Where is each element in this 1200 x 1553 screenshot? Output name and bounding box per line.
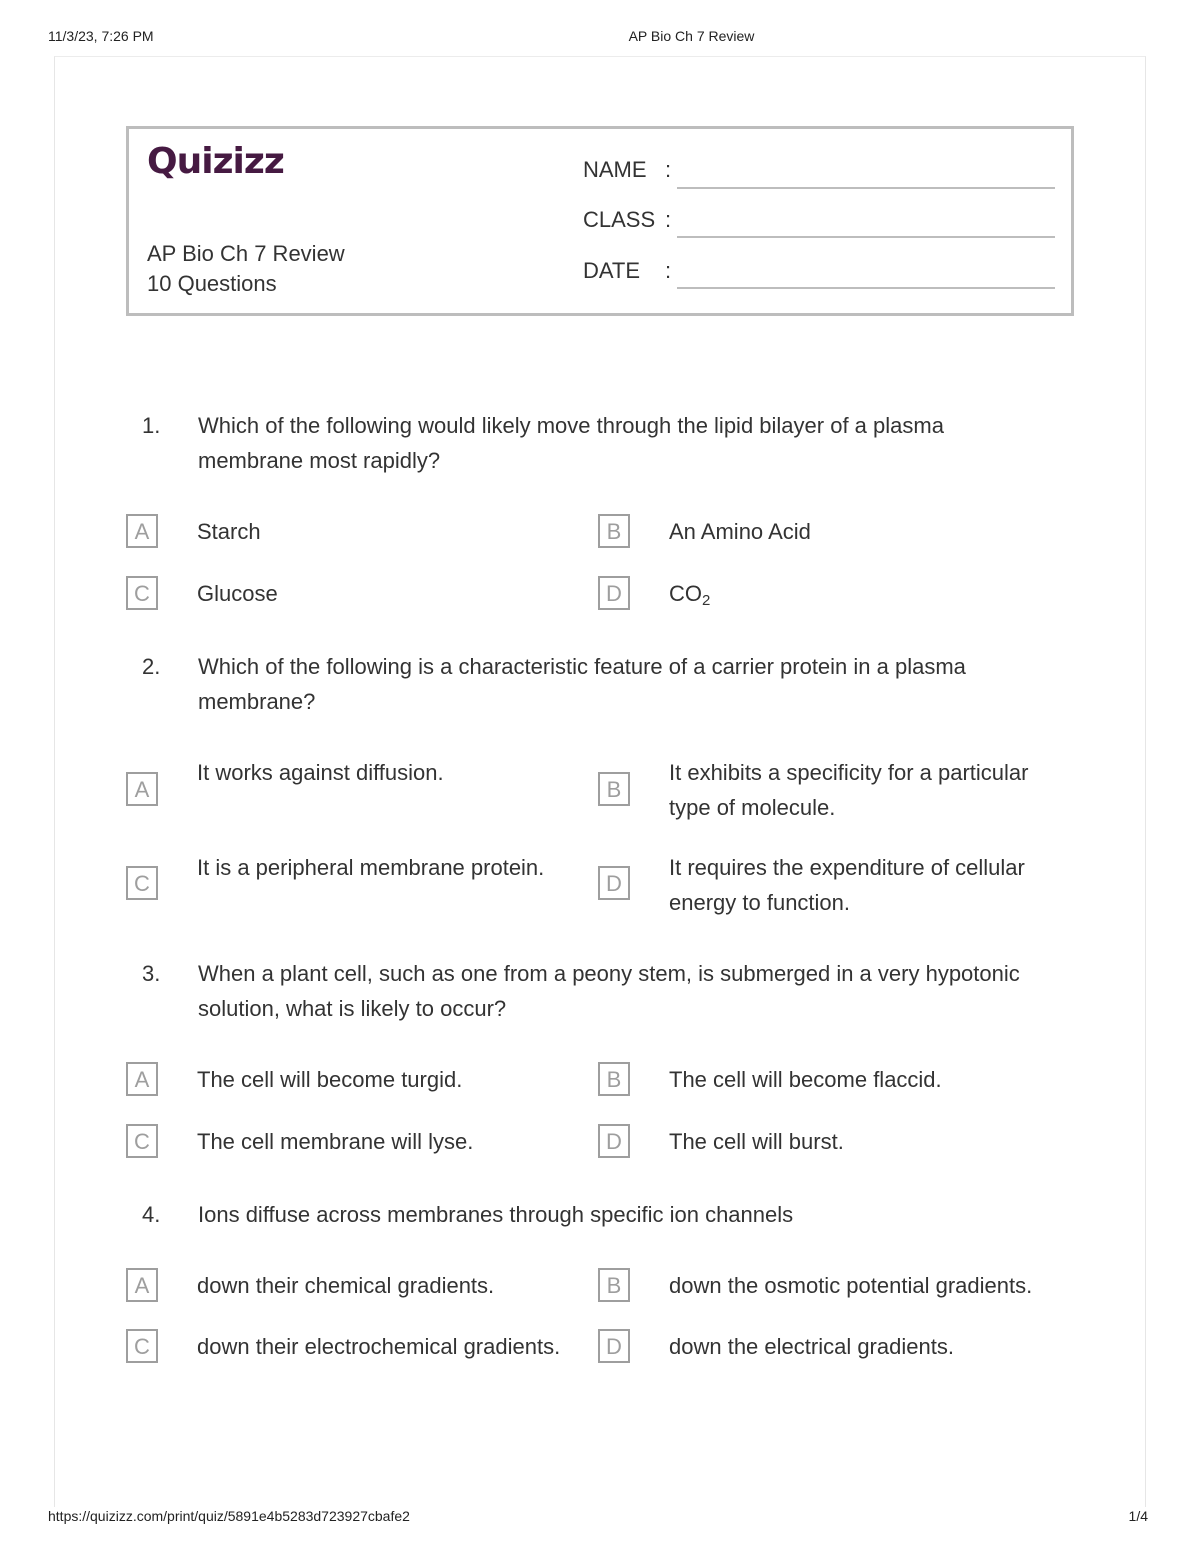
- option-letter-box[interactable]: B: [598, 514, 630, 548]
- option-text: The cell will become turgid.: [197, 1067, 463, 1092]
- question-text: [198, 408, 1068, 478]
- formula-text: CO: [669, 581, 702, 606]
- print-url: https://quizizz.com/print/quiz/5891e4b5283d723927cbafe2: [48, 1508, 410, 1524]
- class-field: [583, 207, 677, 233]
- option-letter-box[interactable]: D: [598, 866, 630, 900]
- option-letter-box[interactable]: B: [598, 1268, 630, 1302]
- option-text: An Amino Acid: [669, 519, 811, 544]
- date-line[interactable]: [677, 287, 1055, 289]
- option-text: Starch: [197, 519, 261, 544]
- option-line: type of molecule.: [669, 795, 836, 820]
- option-text: Glucose: [197, 581, 278, 606]
- question-line: Which of the following is a characteristic feature of a carrier protein in a plasma: [198, 654, 966, 679]
- print-datetime: 11/3/23, 7:26 PM: [48, 28, 154, 44]
- name-line[interactable]: [677, 187, 1055, 189]
- option-text: The cell will become flaccid.: [669, 1067, 942, 1092]
- question-line: Which of the following would likely move through the lipid bilayer of a plasma: [198, 413, 944, 438]
- question-text: [198, 649, 1068, 719]
- date-label: DATE: [583, 258, 641, 283]
- question-line: membrane most rapidly?: [198, 448, 441, 473]
- question-line: membrane?: [198, 689, 316, 714]
- option-letter-box[interactable]: D: [598, 1329, 630, 1363]
- option-text: [669, 850, 1069, 920]
- class-label: CLASS: [583, 207, 656, 232]
- option-letter-box[interactable]: A: [126, 772, 158, 806]
- name-field: [583, 157, 677, 183]
- option-text: down their chemical gradients.: [197, 1273, 495, 1298]
- option-text: The cell membrane will lyse.: [197, 1129, 474, 1154]
- question-line: When a plant cell, such as one from a peony stem, is submerged in a very hypotonic: [198, 961, 1020, 986]
- name-label: NAME: [583, 157, 647, 182]
- question-number: 2.: [142, 654, 161, 679]
- option-text: down the osmotic potential gradients.: [669, 1273, 1033, 1298]
- option-letter-box[interactable]: D: [598, 1124, 630, 1158]
- option-letter-box[interactable]: B: [598, 772, 630, 806]
- option-letter-box[interactable]: A: [126, 1268, 158, 1302]
- formula-subscript: 2: [702, 592, 711, 609]
- question-number: 1.: [142, 413, 161, 438]
- option-letter-box[interactable]: D: [598, 576, 630, 610]
- question-number: 3.: [142, 961, 161, 986]
- option-line: It exhibits a specificity for a particular: [669, 760, 1029, 785]
- question-text: Ions diffuse across membranes through specific ion channels: [198, 1202, 794, 1227]
- option-text: [669, 576, 1069, 618]
- option-letter-box[interactable]: A: [126, 1062, 158, 1096]
- option-letter-box[interactable]: C: [126, 1329, 158, 1363]
- option-letter-box[interactable]: C: [126, 576, 158, 610]
- option-letter-box[interactable]: A: [126, 514, 158, 548]
- option-line: energy to function.: [669, 890, 851, 915]
- option-text: The cell will burst.: [669, 1129, 844, 1154]
- option-line: It requires the expenditure of cellular: [669, 855, 1025, 880]
- option-text: down the electrical gradients.: [669, 1334, 954, 1359]
- option-text: It works against diffusion.: [197, 760, 444, 785]
- question-text: [198, 956, 1068, 1026]
- worksheet-header: [126, 126, 1074, 316]
- print-page-number: 1/4: [1128, 1508, 1148, 1524]
- date-colon: :: [665, 258, 672, 283]
- quizizz-logo: Quizizz: [147, 141, 284, 182]
- question-line: solution, what is likely to occur?: [198, 996, 507, 1021]
- question-count: 10 Questions: [147, 271, 277, 296]
- option-letter-box[interactable]: C: [126, 1124, 158, 1158]
- option-letter-box[interactable]: C: [126, 866, 158, 900]
- class-line[interactable]: [677, 236, 1055, 238]
- question-number: 4.: [142, 1202, 161, 1227]
- quiz-title: AP Bio Ch 7 Review: [147, 241, 345, 266]
- option-letter-box[interactable]: B: [598, 1062, 630, 1096]
- option-text: It is a peripheral membrane protein.: [197, 855, 545, 880]
- date-field: [583, 258, 677, 284]
- class-colon: :: [665, 207, 672, 232]
- print-title: AP Bio Ch 7 Review: [628, 28, 755, 44]
- option-text: [669, 755, 1069, 825]
- name-colon: :: [665, 157, 672, 182]
- option-text: down their electrochemical gradients.: [197, 1334, 561, 1359]
